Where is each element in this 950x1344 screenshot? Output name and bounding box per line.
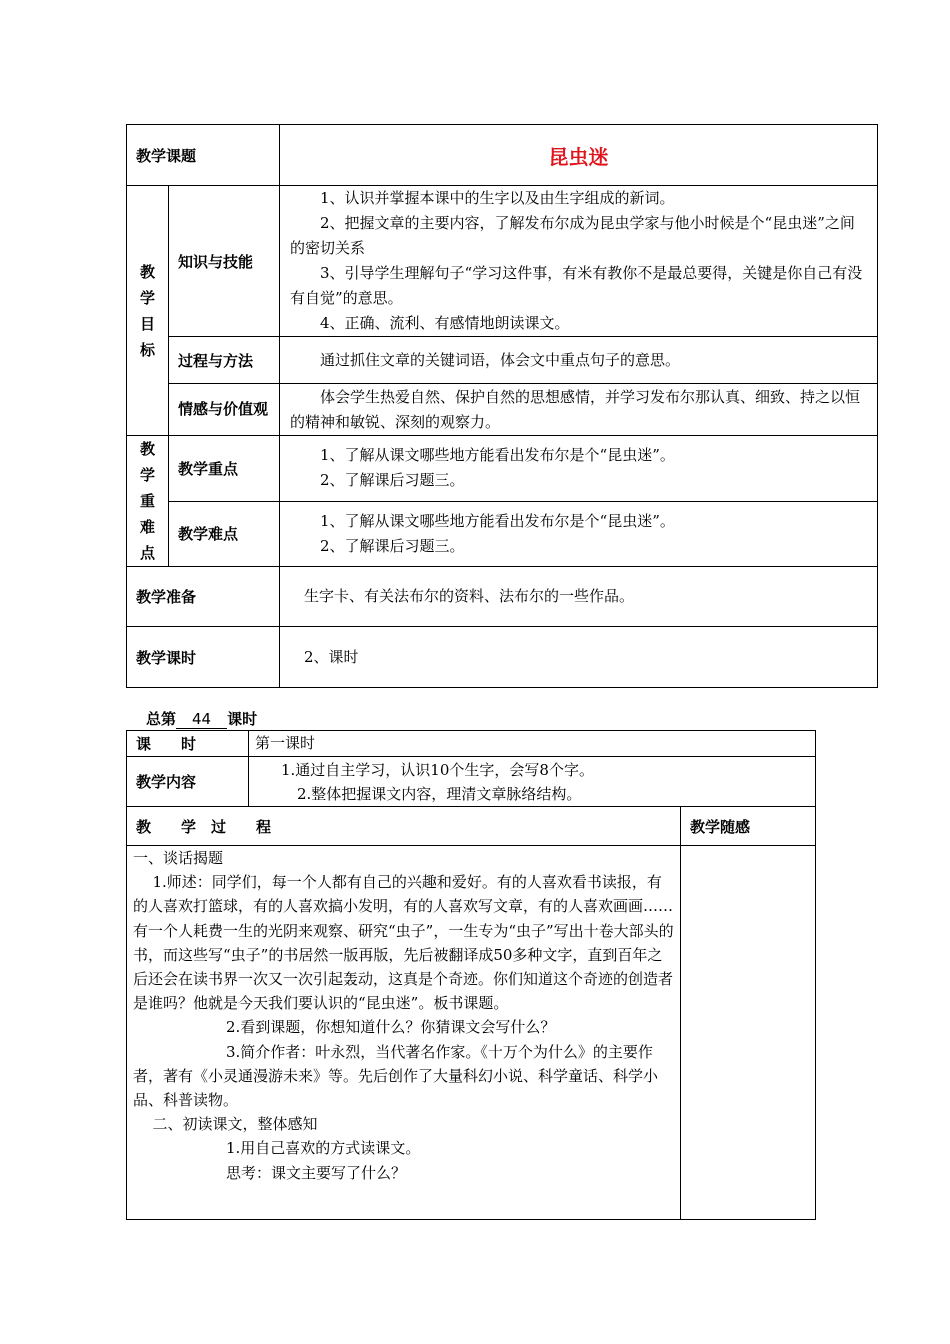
topic-label: 教学课题 <box>127 125 280 186</box>
emotion-content: 体会学生热爱自然、保护自然的思想感情，并学习发布尔那认真、细致、持之以恒的精神和敏锐、深刻的观察力。 <box>280 384 878 436</box>
process-line: 3.简介作者：叶永烈，当代著名作家。《十万个为什么》的主要作者，著有《小灵通漫游未来》等。先后创作了大量科幻小说、科学童话、科学小品、科普读物。 <box>133 1042 659 1110</box>
difficulty-label: 教学难点 <box>169 501 280 567</box>
content-label: 教学内容 <box>127 757 249 807</box>
process-line: 1.用自己喜欢的方式读课文。 <box>226 1139 421 1158</box>
hours-content: 2、课时 <box>280 627 878 688</box>
total-lesson-number: 44 <box>176 710 227 729</box>
difficulty-content: 1、了解从课文哪些地方能看出发布尔是个“昆虫迷”。 2、了解课后习题三。 <box>280 501 878 567</box>
process-header: 教 学 过 程 <box>127 807 681 846</box>
focus-label: 教学重点 <box>169 436 280 502</box>
process-line: 一、谈话揭题 <box>133 849 224 867</box>
knowledge-label: 知识与技能 <box>169 186 280 337</box>
focus-content: 1、了解从课文哪些地方能看出发布尔是个“昆虫迷”。 2、了解课后习题三。 <box>280 436 878 502</box>
prep-content: 生字卡、有关法布尔的资料、法布尔的一些作品。 <box>280 567 878 627</box>
goals-label: 教 学 目 标 <box>127 186 169 436</box>
process-line: 二、初读课文，整体感知 <box>152 1115 318 1134</box>
period-label: 课 时 <box>127 731 249 757</box>
period-value: 第一课时 <box>249 731 816 757</box>
notes-header: 教学随感 <box>681 807 816 846</box>
emotion-label: 情感与价值观 <box>169 384 280 436</box>
process-body <box>127 846 681 1220</box>
content-items: 1.通过自主学习，认识10个生字，会写8个字。 2.整体把握课文内容，理清文章脉络结构。 <box>249 757 816 807</box>
hours-label: 教学课时 <box>127 627 280 688</box>
lesson-title: 昆虫迷 <box>280 125 878 186</box>
process-line: 2.看到课题，你想知道什么？你猜课文会写什么？ <box>226 1018 556 1037</box>
process-line: 思考：课文主要写了什么？ <box>226 1163 407 1182</box>
keypoints-label: 教 学 重 难 点 <box>127 436 169 567</box>
process-line: 1.师述：同学们，每一个人都有自己的兴趣和爱好。有的人喜欢看书读报，有的人喜欢打篮球，有的人喜欢搞小发明，有的人喜欢写文章，有的人喜欢画画……有一个人耗费一生的光阴来观察、研究“虫子”，一生专为“虫子”写出十卷大部头的书，而这些写“虫子”的书居然一版再版，先后被翻译成50多种文字，直到百年之后还会在读书界一次又一次引起轰动，这真是个奇迹。你们知道这个奇迹的创造者是谁吗？他就是今天我们要认识的“昆虫迷”。板书课题。 <box>133 873 674 1013</box>
lesson-plan-table <box>126 124 878 688</box>
knowledge-content: 1、认识并掌握本课中的生字以及由生字组成的新词。 2、把握文章的主要内容，了解发布尔成为昆虫学家与他小时候是个“昆虫迷”之间的密切关系 3、引导学生理解句子“学习这件事，有米有教你不是最总要得，关键是你自己有没有自觉”的意思。 4、正确、流利、有感情地朗读课文。 <box>280 186 878 337</box>
notes-body <box>681 846 816 1220</box>
process-method-content: 通过抓住文章的关键词语，体会文中重点句子的意思。 <box>280 337 878 384</box>
lesson-process-table <box>126 730 816 1220</box>
total-lesson-count: 总第 44 课时 <box>146 710 258 728</box>
process-method-label: 过程与方法 <box>169 337 280 384</box>
prep-label: 教学准备 <box>127 567 280 627</box>
